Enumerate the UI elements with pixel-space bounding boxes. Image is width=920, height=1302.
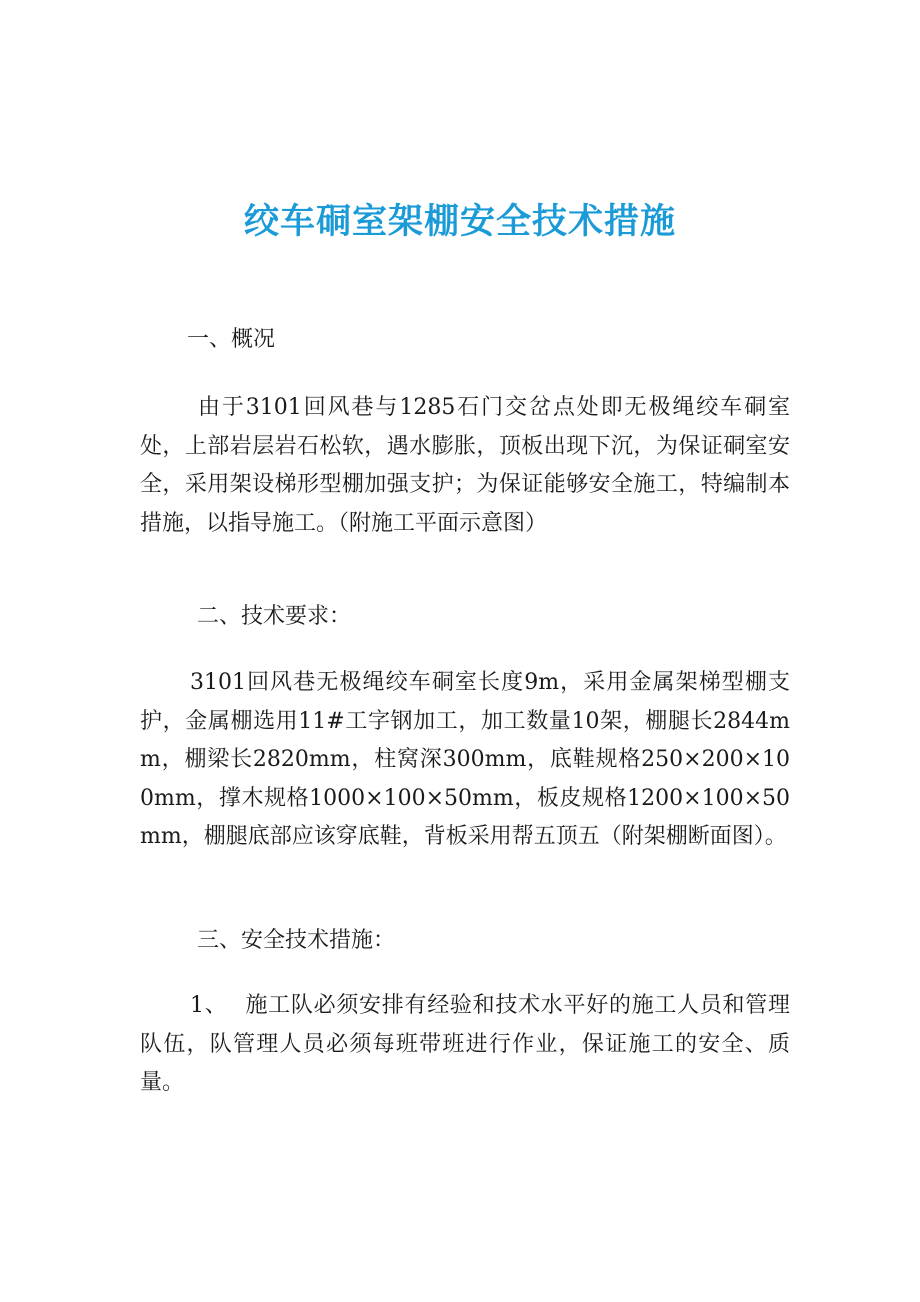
section-heading-overview: 一、概况 bbox=[187, 327, 276, 352]
section-heading-technical-requirements: 二、技术要求： bbox=[197, 604, 352, 629]
list-item-number: 1、 bbox=[190, 993, 228, 1018]
paragraph-technical-requirements: 3101回风巷无极绳绞车硐室长度9m，采用金属架梯型棚支护，金属棚选用11#工字钢加工，加工数量10架，棚腿长2844mm，棚梁长2820mm，柱窝深300mm，底鞋规格250×200×100mm，撑木规格1000×100×50mm，板皮规格1200×100×50mm，棚腿底部应该穿底鞋，背板采用帮五顶五（附架棚断面图）。 bbox=[140, 670, 790, 849]
list-item-text: 施工队必须安排有经验和技术水平好的施工人员和管理队伍，队管理人员必须每班带班进行作业，保证施工的安全、质量。 bbox=[140, 993, 790, 1095]
list-item-safety-1 bbox=[140, 987, 790, 1103]
document-title: 绞车硐室架棚安全技术措施 bbox=[243, 202, 676, 242]
paragraph-overview: 由于3101回风巷与1285石门交岔点处即无极绳绞车硐室处，上部岩层岩石松软，遇水膨胀，顶板出现下沉，为保证硐室安全，采用架设梯形型棚加强支护；为保证能够安全施工，特编制本措施，以指导施工。（附施工平面示意图） bbox=[140, 395, 790, 536]
section-heading-safety-measures: 三、安全技术措施： bbox=[197, 928, 396, 953]
